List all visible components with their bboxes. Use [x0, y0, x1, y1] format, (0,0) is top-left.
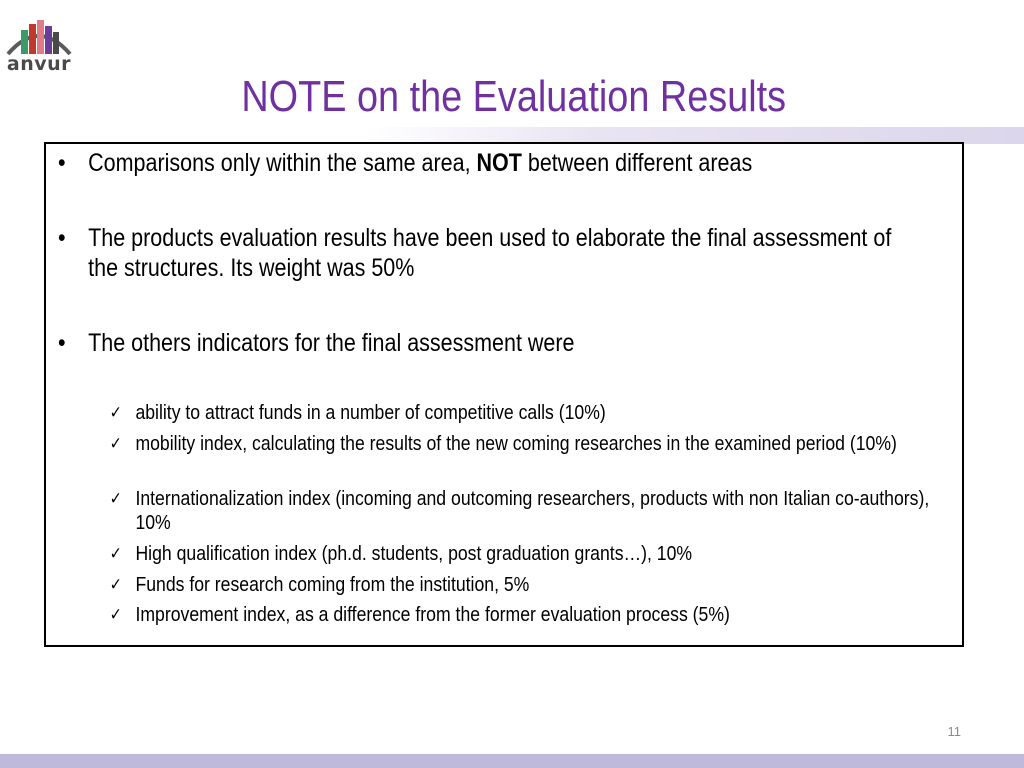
bullet-text: The others indicators for the final assessment were — [88, 329, 575, 357]
bullet-text: The products evaluation results have been used to elaborate the final assessment of the structures. Its weight was 50% — [88, 224, 892, 282]
checklist-text: High qualification index (ph.d. students, post graduation grants…), 10% — [135, 542, 693, 565]
checkmark-icon: ✓ — [109, 403, 122, 423]
bullet-text-pre: Comparisons only within the same area, — [88, 149, 477, 177]
checkmark-icon: ✓ — [109, 575, 122, 595]
bullet-item — [58, 223, 918, 283]
slide-title: NOTE on the Evaluation Results — [241, 72, 787, 121]
checklist-item — [110, 401, 936, 425]
checklist-item — [110, 603, 936, 627]
bullet-text-strong: NOT — [476, 149, 522, 177]
checklist-text: ability to attract funds in a number of competitive calls (10%) — [135, 401, 606, 424]
bullet-dot: • — [58, 329, 66, 357]
checkmark-icon: ✓ — [109, 605, 122, 625]
checklist-text: Internationalization index (incoming and outcoming researchers, products with non Italian co-authors), 10% — [135, 487, 930, 534]
footer-band — [0, 754, 1024, 768]
bullet-text — [88, 148, 914, 178]
checklist-item — [110, 573, 936, 597]
bullet-item — [58, 328, 918, 358]
logo-books-icon — [4, 16, 74, 56]
checklist-item — [110, 487, 936, 535]
checkmark-icon: ✓ — [109, 434, 122, 454]
bullet-dot: • — [58, 224, 66, 252]
anvur-logo — [4, 16, 74, 78]
checkmark-icon: ✓ — [109, 489, 122, 509]
checklist-text: Funds for research coming from the institution, 5% — [135, 573, 530, 596]
checkmark-icon: ✓ — [109, 544, 122, 564]
bullet-dot: • — [58, 149, 66, 177]
checklist-text: Improvement index, as a difference from the former evaluation process (5%) — [135, 603, 730, 626]
checklist-text: mobility index, calculating the results of the new coming researches in the examined period (10%) — [135, 432, 897, 455]
content-box — [44, 142, 964, 647]
logo-wordmark: anvur — [6, 53, 72, 75]
checklist-item — [110, 542, 936, 566]
bullet-text-post: between different areas — [521, 149, 753, 177]
bullet-item — [58, 148, 918, 178]
page-number: 11 — [947, 724, 961, 739]
checklist-item — [110, 432, 936, 456]
